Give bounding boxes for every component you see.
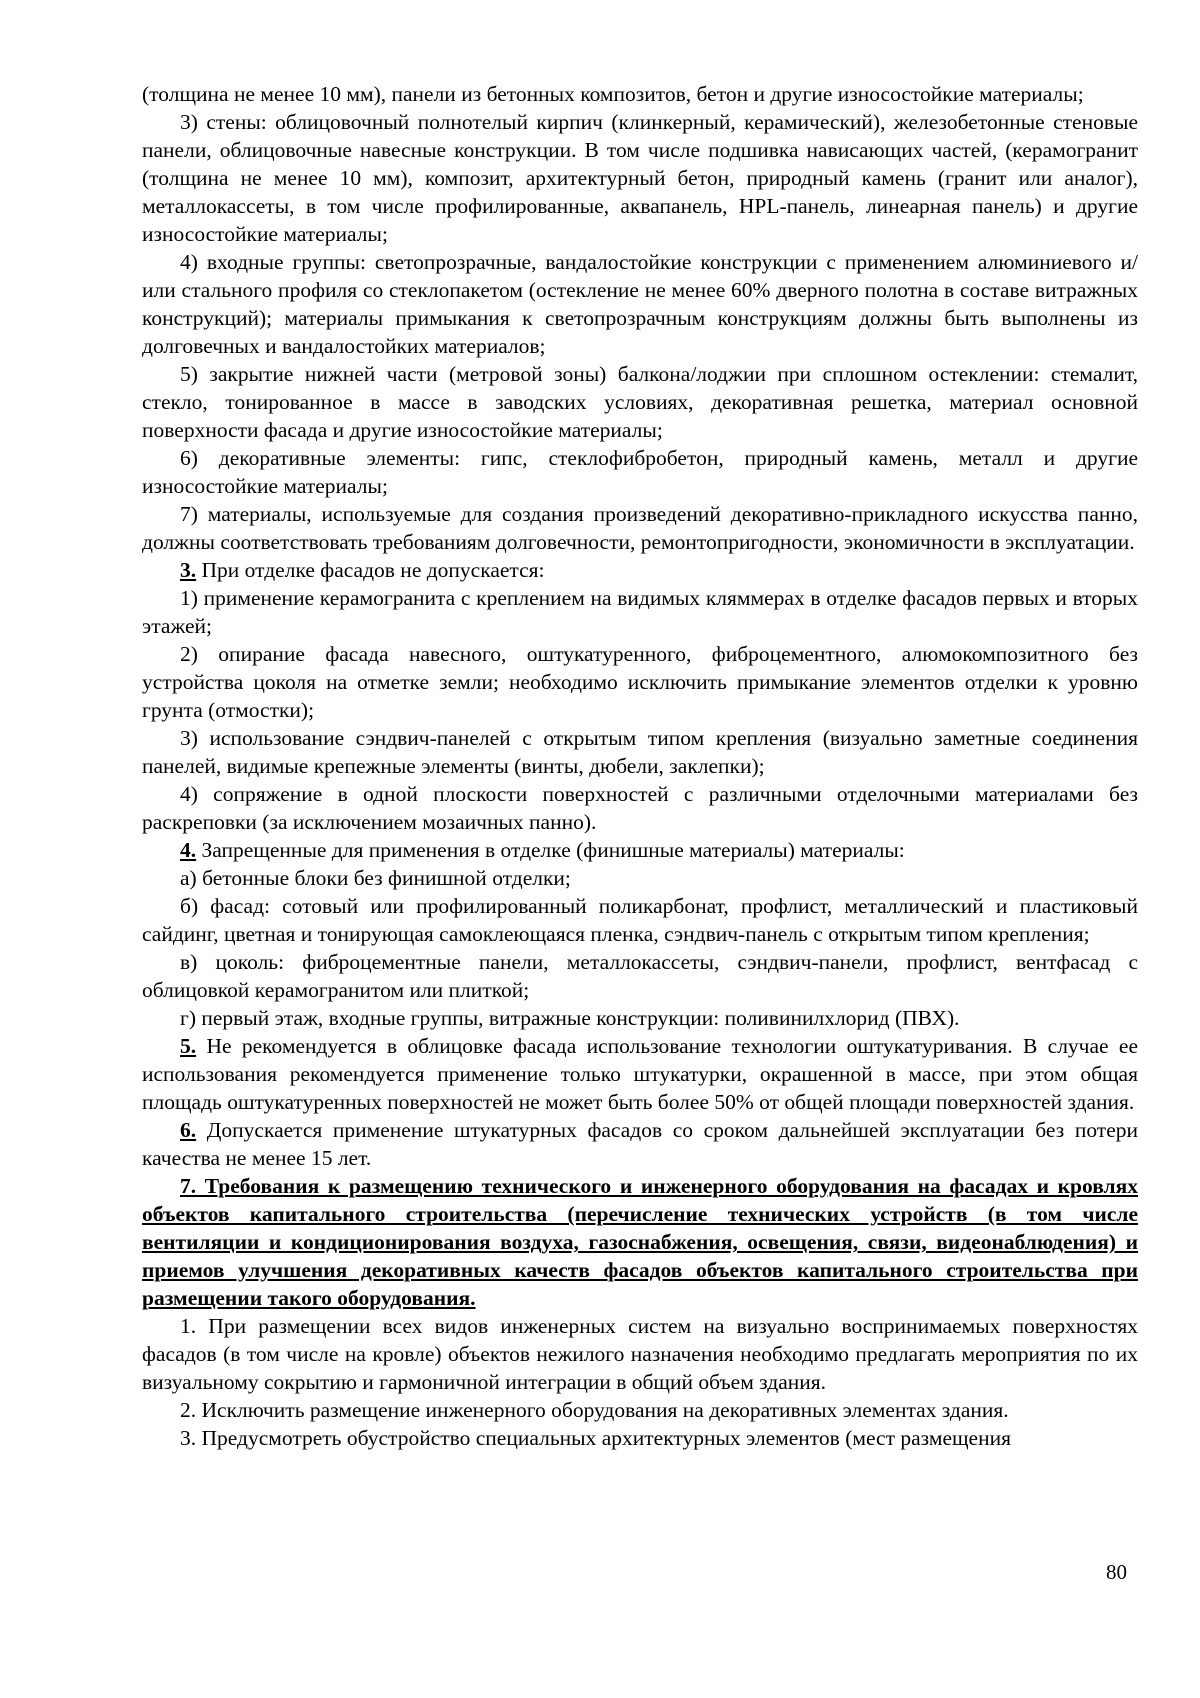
- list-item-7-panels: 7) материалы, используемые для создания произведений декоративно-прикладного искусства панно, должны соответствовать требованиям долговечности, ремонтопригодности, экономичности в эксплуатации.: [142, 502, 1138, 554]
- section-6: [142, 1116, 1138, 1172]
- section-3: [142, 556, 1138, 584]
- section-3-item-3: 3) использование сэндвич-панелей с открытым типом крепления (визуально заметные соединения панелей, видимые крепежные элементы (винты, дюбели, заклепки);: [142, 726, 1138, 778]
- section-7-item-2: 2. Исключить размещение инженерного оборудования на декоративных элементах здания.: [180, 1398, 1009, 1422]
- section-3-item-2: 2) опирание фасада навесного, оштукатуренного, фиброцементного, алюмокомпозитного без устройства цоколя на отметке земли; необходимо исключить примыкание элементов отделки к уровню грунта (отмостки);: [142, 642, 1138, 722]
- page-number: 80: [1106, 1560, 1127, 1584]
- section-3-item-4: 4) сопряжение в одной плоскости поверхностей с различными отделочными материалами без раскреповки (за исключением мозаичных панно).: [142, 782, 1138, 834]
- section-3-number: 3.: [180, 558, 197, 582]
- section-5-text: Не рекомендуется в облицовке фасада использование технологии оштукатуривания. В случае ее использования рекомендуется применение только штукатурки, окрашенной в массе, при этом общая площадь оштукатуренных поверхностей не может быть более 50% от общей площади поверхностей здания.: [142, 1034, 1138, 1114]
- section-4-number: 4.: [180, 838, 197, 862]
- section-4-text: Запрещенные для применения в отделке (финишные материалы) материалы:: [196, 838, 905, 862]
- list-item-3-walls: 3) стены: облицовочный полнотелый кирпич (клинкерный, керамический), железобетонные стеновые панели, облицовочные навесные конструкции. В том числе подшивка нависающих частей, (керамогранит (толщина не менее 10 мм), композит, архитектурный бетон, природный камень (гранит или аналог), металлокассеты, в том числе профилированные, аквапанель, HPL-панель, линеарная панель) и другие износостойкие материалы;: [142, 110, 1138, 246]
- document-page: [142, 80, 1138, 1452]
- section-4-item-v: в) цоколь: фиброцементные панели, металлокассеты, сэндвич-панели, профлист, вентфасад с облицовкой керамогранитом или плиткой;: [142, 950, 1138, 1002]
- section-6-text: Допускается применение штукатурных фасадов со сроком дальнейшей эксплуатации без потери качества не менее 15 лет.: [142, 1118, 1138, 1170]
- section-4-item-b: б) фасад: сотовый или профилированный поликарбонат, профлист, металлический и пластиковый сайдинг, цветная и тонирующая самоклеющаяся пленка, сэндвич-панель с открытым типом крепления;: [142, 894, 1138, 946]
- section-7-item-3: 3. Предусмотреть обустройство специальных архитектурных элементов (мест размещения: [180, 1426, 1011, 1450]
- list-item-5-balcony: 5) закрытие нижней части (метровой зоны) балкона/лоджии при сплошном остеклении: стемалит, стекло, тонированное в массе в заводских условиях, декоративная решетка, материал основной поверхности фасада и другие износостойкие материалы;: [142, 362, 1138, 442]
- list-item-6-decorative: 6) декоративные элементы: гипс, стеклофибробетон, природный камень, металл и другие износостойкие материалы;: [142, 446, 1138, 498]
- section-4: [142, 836, 1138, 864]
- section-6-number: 6.: [180, 1118, 197, 1142]
- list-item-4-entrance-groups: 4) входные группы: светопрозрачные, вандалостойкие конструкции с применением алюминиевого и/или стального профиля со стеклопакетом (остекление не менее 60% дверного полотна в составе витражных конструкций); материалы примыкания к светопрозрачным конструкциям должны быть выполнены из долговечных и вандалостойких материалов;: [142, 250, 1138, 358]
- section-7-heading: 7. Требования к размещению технического и инженерного оборудования на фасадах и кровлях объектов капитального строительства (перечисление технических устройств (в том числе вентиляции и кондиционирования воздуха, газоснабжения, освещения, связи, видеонаблюдения) и приемов улучшения декоративных качеств фасадов объектов капитального строительства при размещении такого оборудования.: [142, 1174, 1138, 1310]
- section-7-item-1: 1. При размещении всех видов инженерных систем на визуально воспринимаемых поверхностях фасадов (в том числе на кровле) объектов нежилого назначения необходимо предлагать мероприятия по их визуальному сокрытию и гармоничной интеграции в общий объем здания.: [142, 1314, 1138, 1394]
- section-5-number: 5.: [180, 1034, 197, 1058]
- section-5: [142, 1032, 1138, 1116]
- section-4-item-a: а) бетонные блоки без финишной отделки;: [180, 866, 571, 890]
- section-4-item-g: г) первый этаж, входные группы, витражные конструкции: поливинилхлорид (ПВХ).: [180, 1006, 960, 1030]
- section-3-item-1: 1) применение керамогранита с креплением на видимых кляммерах в отделке фасадов первых и вторых этажей;: [142, 586, 1138, 638]
- section-3-text: При отделке фасадов не допускается:: [196, 558, 545, 582]
- paragraph-continuation: (толщина не менее 10 мм), панели из бетонных композитов, бетон и другие износостойкие материалы;: [142, 82, 1084, 106]
